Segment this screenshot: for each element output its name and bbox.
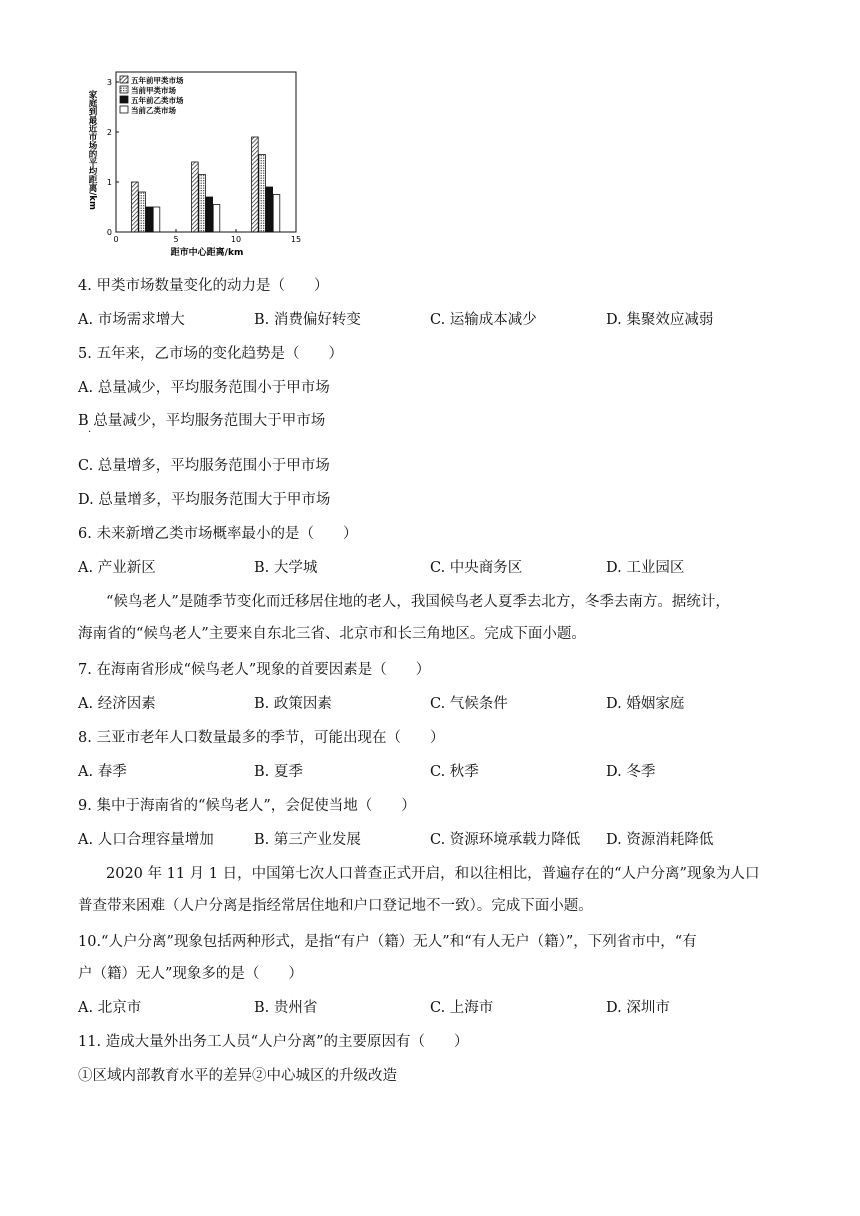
question-4-stem: 4. 甲类市场数量变化的动力是（ ） (78, 278, 329, 294)
q8-option-c[interactable]: C. 秋季 (430, 764, 479, 780)
q4-option-c[interactable]: C. 运输成本减少 (430, 312, 537, 328)
x-tick-label: 0 (113, 235, 119, 244)
q8-option-a[interactable]: A. 春季 (78, 764, 127, 780)
y-tick-label: 2 (106, 128, 112, 137)
q11-statement-line: ①区域内部教育水平的差异②中心城区的升级改造 (78, 1068, 397, 1084)
q7-option-c[interactable]: C. 气候条件 (430, 696, 508, 712)
passage-1-line-2: 海南省的“候鸟老人”主要来自东北三省、北京市和长三角地区。完成下面小题。 (78, 626, 586, 642)
passage-1-line-1: “候鸟老人”是随季节变化而迁移居住地的老人，我国候鸟老人夏季去北方，冬季去南方。据统计， (106, 594, 730, 610)
bar-0-1 (192, 162, 199, 232)
q5-option-c[interactable]: C. 总量增多，平均服务范围小于甲市场 (78, 458, 330, 474)
y-axis-label: 家庭到最近市场的平均距离/km (87, 90, 97, 210)
q8-option-b[interactable]: B. 夏季 (254, 764, 303, 780)
q10-option-b[interactable]: B. 贵州省 (254, 1000, 318, 1016)
x-axis-label: 距市中心距离/km (170, 248, 244, 258)
x-tick-label: 5 (173, 235, 179, 244)
bar-2-2 (266, 187, 273, 232)
q6-option-b[interactable]: B. 大学城 (254, 560, 318, 576)
question-6-stem: 6. 未来新增乙类市场概率最小的是（ ） (78, 526, 358, 542)
chart-svg (70, 62, 310, 262)
question-10-stem-line-1: 10.“人户分离”现象包括两种形式，是指“有户（籍）无人”和“有人无户（籍）”，下列省市中，“有 (78, 934, 697, 950)
question-8-stem: 8. 三亚市老年人口数量最多的季节，可能出现在（ ） (78, 730, 445, 746)
legend-swatch (120, 96, 128, 103)
legend-entry: 当前乙类市场 (131, 106, 176, 115)
y-tick-label: 0 (106, 228, 112, 237)
q4-option-d[interactable]: D. 集聚效应减弱 (606, 312, 714, 328)
x-tick-label: 10 (230, 235, 242, 244)
bar-1-1 (199, 175, 206, 233)
q9-option-b[interactable]: B. 第三产业发展 (254, 832, 361, 848)
legend-swatch (120, 76, 128, 83)
passage-2-line-1: 2020 年 11 月 1 日，中国第七次人口普查正式开启，和以往相比，普遍存在的“人户分离”现象为人口 (106, 866, 760, 882)
question-5-stem: 5. 五年来，乙市场的变化趋势是（ ） (78, 346, 343, 362)
legend-entry: 五年前乙类市场 (131, 96, 184, 105)
stray-dot-mark: · (88, 427, 92, 438)
q6-option-a[interactable]: A. 产业新区 (78, 560, 156, 576)
q9-option-c[interactable]: C. 资源环境承载力降低 (430, 832, 581, 848)
bar-1-2 (259, 155, 266, 233)
q4-option-a[interactable]: A. 市场需求增大 (78, 312, 185, 328)
legend-entry: 当前甲类市场 (131, 86, 176, 95)
legend-swatch (120, 106, 128, 113)
question-7-stem: 7. 在海南省形成“候鸟老人”现象的首要因素是（ ） (78, 662, 431, 678)
bar-3-2 (273, 195, 280, 233)
y-tick-label: 3 (106, 78, 112, 87)
legend-entry: 五年前甲类市场 (131, 76, 184, 85)
question-11-stem: 11. 造成大量外出务工人员“人户分离”的主要原因有（ ） (78, 1034, 469, 1050)
bar-2-0 (146, 207, 153, 232)
legend-swatch (120, 86, 128, 93)
bar-2-1 (206, 197, 213, 232)
bar-0-2 (252, 137, 259, 232)
q7-option-b[interactable]: B. 政策因素 (254, 696, 332, 712)
q9-option-d[interactable]: D. 资源消耗降低 (606, 832, 714, 848)
bar-1-0 (139, 192, 146, 232)
q7-option-a[interactable]: A. 经济因素 (78, 696, 156, 712)
y-tick-label: 1 (106, 178, 112, 187)
question-10-stem-line-2: 户（籍）无人”现象多的是（ ） (78, 966, 303, 982)
q6-option-d[interactable]: D. 工业园区 (606, 560, 685, 576)
q5-option-b[interactable]: B 总量减少，平均服务范围大于甲市场 (78, 413, 326, 429)
q8-option-d[interactable]: D. 冬季 (606, 764, 656, 780)
x-tick-label: 15 (290, 235, 302, 244)
passage-2-line-2: 普查带来困难（人户分离是指经常居住地和户口登记地不一致）。完成下面小题。 (78, 898, 593, 914)
q10-option-d[interactable]: D. 深圳市 (606, 1000, 670, 1016)
q5-option-a[interactable]: A. 总量减少，平均服务范围小于甲市场 (78, 380, 330, 396)
q7-option-d[interactable]: D. 婚姻家庭 (606, 696, 685, 712)
question-9-stem: 9. 集中于海南省的“候鸟老人”，会促使当地（ ） (78, 798, 416, 814)
bar-0-0 (132, 182, 139, 232)
bar-chart (70, 62, 310, 262)
q6-option-c[interactable]: C. 中央商务区 (430, 560, 523, 576)
q5-option-d[interactable]: D. 总量增多，平均服务范围大于甲市场 (78, 492, 331, 508)
bar-3-0 (153, 207, 160, 232)
bar-3-1 (213, 205, 220, 233)
q9-option-a[interactable]: A. 人口合理容量增加 (78, 832, 214, 848)
q10-option-a[interactable]: A. 北京市 (78, 1000, 142, 1016)
q4-option-b[interactable]: B. 消费偏好转变 (254, 312, 361, 328)
q10-option-c[interactable]: C. 上海市 (430, 1000, 494, 1016)
